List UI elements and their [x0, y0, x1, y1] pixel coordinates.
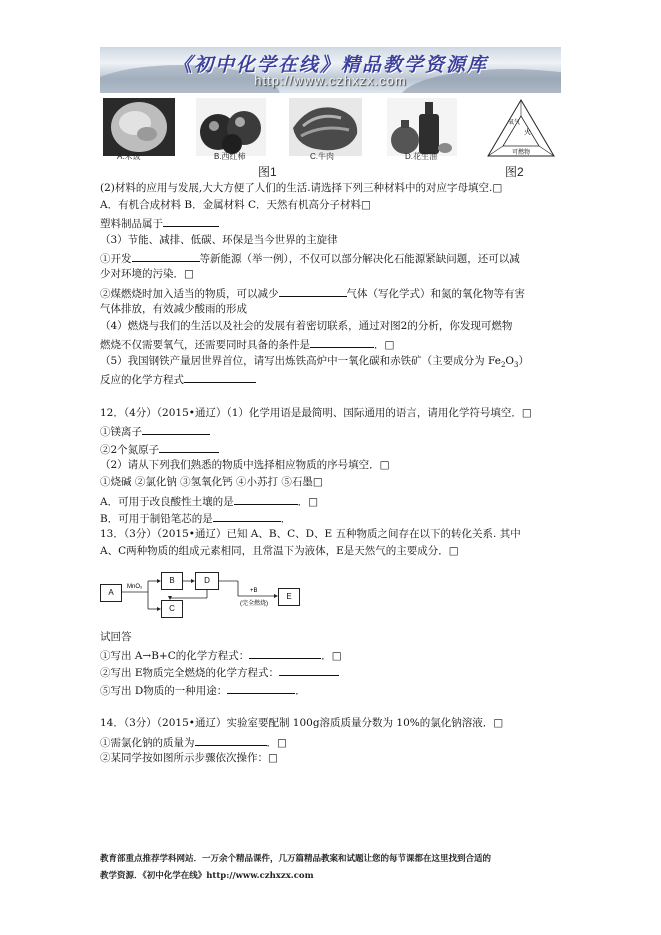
fire-triangle-diagram: [486, 98, 556, 160]
banner-url[interactable]: http://www.czhxzx.com: [254, 73, 407, 88]
q12-item1-label: ①镁离子: [100, 426, 142, 438]
figure-label-a: A.米饭: [117, 152, 141, 161]
q13-item1-end: ．□: [321, 650, 342, 662]
q12-options: ①烧碱 ②氯化钠 ③氢氧化钙 ④小苏打 ⑤石墨□: [100, 476, 323, 488]
q12-a-line: [100, 494, 318, 509]
q12-item2-line: [100, 442, 219, 457]
q13-box-b: B: [161, 572, 183, 590]
q13-item3-end: ．: [295, 685, 306, 697]
footer-line2: 教学资源．《初中化学在线》http://www.czhxzx.com: [100, 871, 314, 881]
q12-stem: 12．（4分）（2015•通辽）（1）化学用语是最简明、国际通用的语言，请用化学符号填空．□: [100, 407, 532, 419]
q13-item1-blank[interactable]: [249, 648, 321, 659]
q13-box-e: E: [278, 588, 300, 606]
q4-answer-blank[interactable]: [310, 337, 374, 348]
q5-close: ）: [518, 355, 529, 367]
header-banner: [100, 47, 561, 93]
q4-line1: （4）燃烧与我们的生活以及社会的发展有着密切联系，通过对图2的分析，你发现可燃物: [100, 320, 513, 332]
q12-item1-blank[interactable]: [142, 424, 210, 435]
q14-item1-end: ．□: [266, 737, 287, 749]
footer-line1: 教育部重点推荐学科网站．一万余个精品课件，几万篇精品教案和试题让您的每节课都在这里找到合适的: [100, 854, 492, 864]
q12-part2: （2）请从下列我们熟悉的物质中选择相应物质的序号填空．□: [100, 459, 390, 471]
q13-item3-blank[interactable]: [227, 683, 295, 694]
q13-box-d: D: [195, 572, 219, 590]
q12-item1-line: [100, 424, 210, 439]
q13-item2-label: ②写出 E物质完全燃烧的化学方程式：: [100, 667, 280, 679]
q13-item2-blank[interactable]: [279, 665, 339, 676]
q14-item1-label: ①需氯化钠的质量为: [100, 737, 195, 749]
q2-options: A．有机合成材料 B．金属材料 C．天然有机高分子材料□: [100, 199, 371, 211]
q12-b-blank[interactable]: [213, 511, 281, 522]
beef-image: [289, 98, 362, 156]
q3-item2-line: [100, 286, 525, 301]
figure-label-d: D.花生油: [405, 152, 437, 161]
q2-answer-blank[interactable]: [163, 216, 219, 227]
q14-item2: ②某同学按如图所示步骤依次操作：□: [100, 752, 278, 764]
q12-item2-label: ②2个氮原子: [100, 444, 160, 456]
q5-line1: [100, 355, 529, 372]
triangle-oxygen-label: 氧气: [508, 120, 521, 126]
q3-item1-blank[interactable]: [132, 251, 200, 262]
q3-item1-suffix: 等新能源（举一例），不仅可以部分解决化石能源紧缺问题，还可以减: [199, 253, 520, 265]
q4-prompt: 燃烧不仅需要氧气，还需要同时具备的条件是: [100, 339, 310, 351]
triangle-fuel-label: 可燃物: [512, 150, 531, 156]
q5-equation-label: 反应的化学方程式: [100, 374, 184, 386]
q13-mno2-label: MnO₂: [127, 584, 143, 590]
q2-plastic-label: 塑料制品属于: [100, 218, 163, 230]
q5-sub-3: 3: [514, 361, 519, 370]
q3-item2-suffix: 气体（写化学式）和氮的氧化物等有害: [346, 288, 525, 300]
q12-b-label: B．可用于制铅笔芯的是: [100, 513, 213, 525]
peanut-oil-image: [387, 98, 457, 156]
q3-item2-continued: 气体排放，有效减少酸雨的形成: [100, 303, 247, 315]
q14-item1-line: [100, 735, 287, 750]
q5-line2: [100, 372, 256, 387]
q3-item1-line: [100, 251, 520, 266]
figure-label-b: B.西红柿: [214, 152, 246, 161]
q13-plus-b-label: +B: [250, 588, 258, 594]
q3-item2-blank[interactable]: [279, 286, 347, 297]
q5-sub-2: 2: [500, 361, 506, 370]
q3-item2-prefix: ②煤燃烧时加入适当的物质，可以减少: [100, 288, 279, 300]
q13-stem1: 13．（3分）（2015•通辽）已知 A、B、C、D、E 五种物质之间存在以下的转化关系. 其中: [100, 528, 521, 540]
q13-box-a: A: [100, 584, 122, 602]
q12-a-end: ．□: [297, 496, 319, 508]
q13-item3-label: ⑤写出 D物质的一种用途：: [100, 685, 228, 697]
q13-item2-line: [100, 665, 339, 680]
q12-item2-blank[interactable]: [159, 442, 219, 453]
q13-complete-label: (完全燃烧): [240, 601, 268, 607]
q12-a-label: A．可用于改良酸性土壤的是: [100, 496, 234, 508]
q12-b-end: ．: [280, 513, 292, 525]
q4-line2: [100, 337, 394, 352]
q13-ask: 试回答: [100, 631, 132, 643]
q5-prompt: （5）我国钢铁产量居世界首位，请写出炼铁高炉中一氧化碳和赤铁矿（主要成分为 Fe: [100, 355, 501, 367]
figure-caption-2: 图2: [505, 165, 524, 179]
q5-answer-blank[interactable]: [184, 372, 256, 383]
q5-oxygen: O: [505, 355, 515, 367]
q3-item1-continued: 少对环境的污染．□: [100, 268, 194, 280]
q14-stem: 14．（3分）（2015•通辽）实验室要配制 100g溶质质量分数为 10%的氯化钠溶液．□: [100, 717, 504, 729]
q12-b-line: [100, 511, 291, 526]
q13-box-c: C: [161, 600, 183, 618]
q13-item1-label: ①写出 A→B+C的化学方程式：: [100, 650, 250, 662]
tomato-image: [196, 98, 266, 156]
q14-item1-blank[interactable]: [195, 735, 267, 746]
q2-plastic-line: [100, 216, 219, 231]
rice-image: [103, 98, 175, 156]
q4-end: ．□: [374, 339, 395, 351]
q13-stem2: A、C两种物质的组成元素相同，且常温下为液体，E是天然气的主要成分．□: [100, 545, 459, 557]
q3-title: （3）节能、减排、低碳、环保是当今世界的主旋律: [100, 234, 338, 246]
figure-caption-1: 图1: [258, 165, 277, 179]
banner-title: 《初中化学在线》精品教学资源库: [172, 54, 488, 76]
q13-item3-line: [100, 683, 306, 698]
triangle-fire-label: 火: [524, 129, 531, 136]
figure-label-c: C.牛肉: [310, 152, 334, 161]
q2-stem: (2)材料的应用与发展,大大方便了人们的生活.请选择下列三种材料中的对应字母填空.□: [100, 182, 503, 194]
q3-item1-prefix: ①开发: [100, 253, 132, 265]
q12-a-blank[interactable]: [234, 494, 298, 505]
q13-item1-line: [100, 648, 342, 663]
